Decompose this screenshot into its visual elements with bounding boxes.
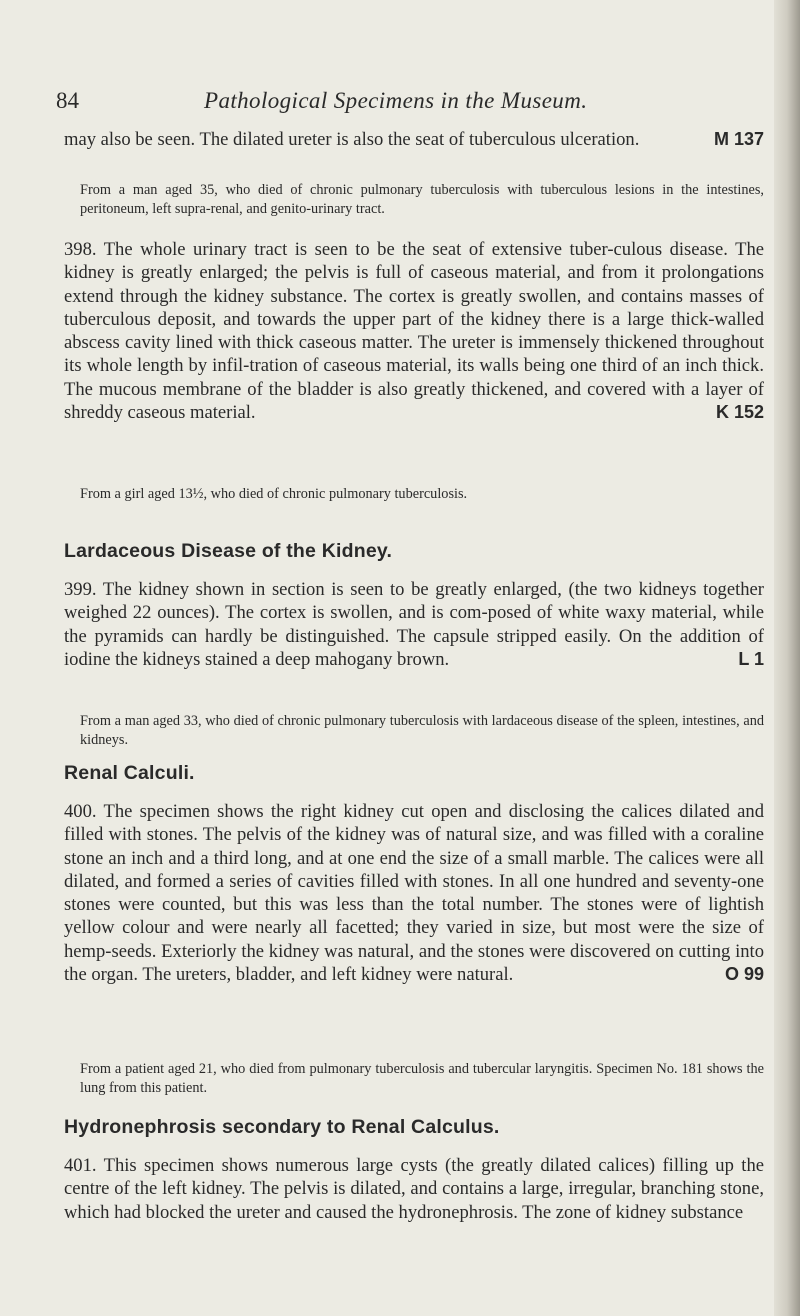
continuation-paragraph	[64, 128, 764, 151]
specimen-ref-m137: M 137	[713, 129, 764, 149]
running-title: Pathological Specimens in the Museum.	[204, 88, 588, 113]
page-edge-shadow	[774, 0, 800, 1316]
entry-401	[64, 1154, 764, 1224]
entry-399	[64, 578, 764, 671]
section-heading-renal-calculi: Renal Calculi.	[64, 762, 195, 784]
entry-398-text: 398. The whole urinary tract is seen to be the seat of extensive tuber-culous disease. The kidney is greatly enlarged; the pelvis is full of caseous material, and from it prolongations extend through the kidney substance. The cortex is greatly swollen, and contains masses of tuberculous deposit, and towards the upper part of the kidney there is a large thick-walled abscess cavity lined with thick caseous matter. The ureter is immensely thickened throughout its whole length by infil-tration of caseous material, its walls being one third of an inch thick. The mucous membrane of the bladder is also greatly thickened, and covered with a layer of shreddy caseous material.	[64, 239, 764, 424]
continuation-text: may also be seen. The dilated ureter is also the seat of tuberculous ulceration.	[64, 129, 640, 150]
continuation-note: From a man aged 35, who died of chronic pulmonary tuberculosis with tuberculous lesions in the intestines, peritoneum, left supra-renal, and genito-urinary tract.	[80, 182, 764, 217]
entry-400	[64, 800, 764, 986]
section-heading-hydronephrosis: Hydronephrosis secondary to Renal Calculus.	[64, 1116, 500, 1138]
specimen-ref-o99: O 99	[724, 964, 764, 985]
page-number: 84	[56, 88, 79, 113]
entry-398-note: From a girl aged 13½, who died of chronic pulmonary tuberculosis.	[80, 486, 468, 502]
section-heading-lardaceous: Lardaceous Disease of the Kidney.	[64, 540, 393, 562]
specimen-ref-k152: K 152	[715, 402, 764, 423]
running-head	[56, 88, 776, 118]
specimen-ref-l1: L 1	[738, 648, 764, 669]
entry-400-text: 400. The specimen shows the right kidney cut open and disclosing the calices dilated and filled with stones. The pelvis of the kidney was of natural size, and was filled with a coraline stone an inch and a third long, and at one end the size of a small marble. The calices were all dilated, and formed a series of cavities filled with stones. In all one hundred and seventy-one stones were counted, but this was less than the total number. The stones were of lightish yellow colour and were nearly all facetted; they varied in size, but most were the size of hemp-seeds. Exteriorly the kidney was natural, and the stones were discovered on cutting into the organ. The ureters, bladder, and left kidney were natural.	[64, 801, 764, 986]
entry-399-note: From a man aged 33, who died of chronic pulmonary tuberculosis with lardaceous disease of the spleen, intestines, and kidneys.	[80, 713, 764, 748]
entry-401-text: 401. This specimen shows numerous large cysts (the greatly dilated calices) filling up the centre of the left kidney. The pelvis is dilated, and contains a large, irregular, branching stone, which had blocked the ureter and caused the hydronephrosis. The zone of kidney substance	[64, 1155, 764, 1223]
entry-399-text: 399. The kidney shown in section is seen to be greatly enlarged, (the two kidneys together weighed 22 ounces). The cortex is swollen, and is com-posed of white waxy material, while the pyramids can hardly be distinguished. The capsule stripped easily. On the addition of iodine the kidneys stained a deep mahogany brown.	[64, 579, 764, 670]
entry-398	[64, 238, 764, 424]
entry-400-note: From a patient aged 21, who died from pulmonary tuberculosis and tubercular laryngitis. Specimen No. 181 shows the lung from this patient.	[80, 1061, 764, 1096]
